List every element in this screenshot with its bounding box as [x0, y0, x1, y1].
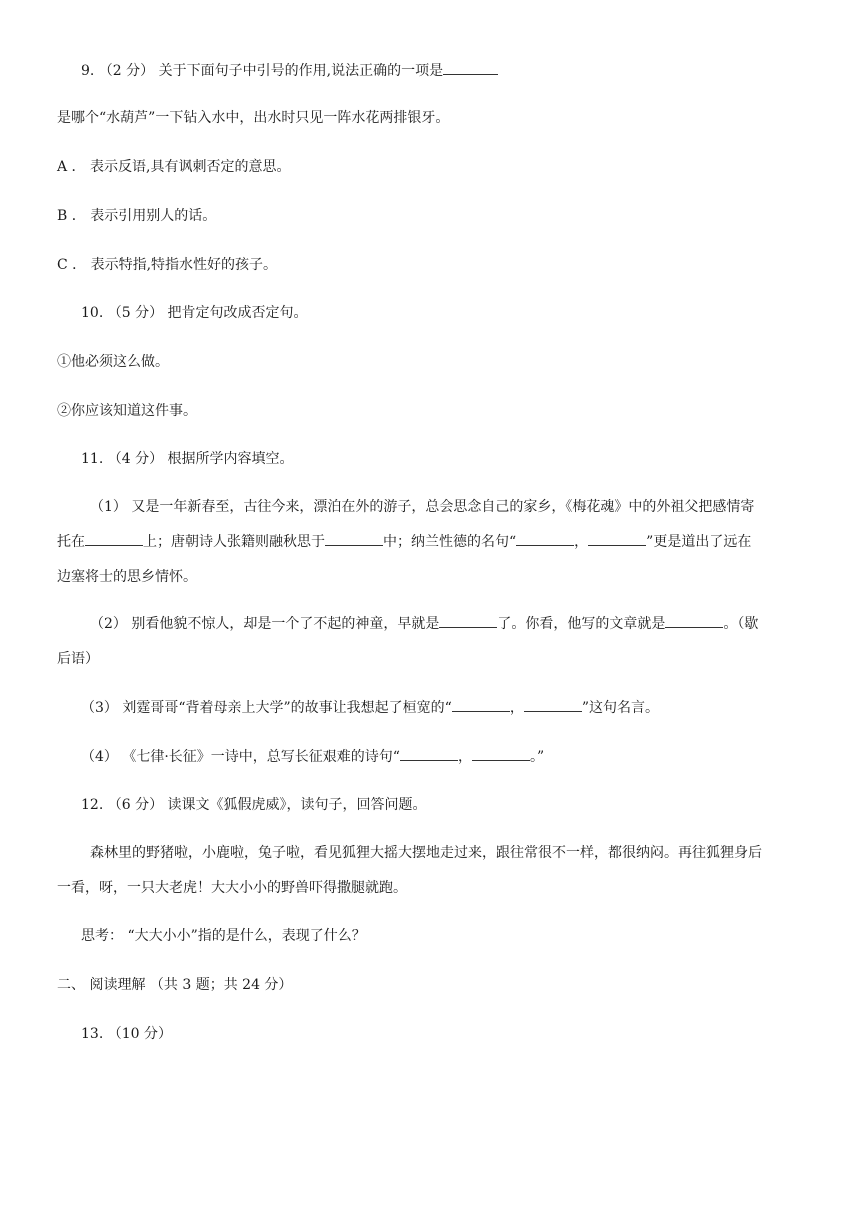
q11-part-1-line-2	[57, 525, 812, 560]
q12-passage-line-2: 一看，呀，一只大老虎！大大小小的野兽吓得撒腿就跑。	[57, 880, 407, 896]
q11-p2-blank-2[interactable]	[665, 613, 723, 628]
q12-prompt: 思考： “大大小小”指的是什么，表现了什么？	[81, 928, 366, 944]
q9-header	[81, 60, 498, 81]
q11-part-2-line-2: 后语）	[57, 651, 99, 667]
q11-part-3	[81, 697, 659, 718]
q11-part-2-line-1	[57, 607, 812, 642]
q11-p4-text-a: （4） 《七律·长征》一诗中，总写长征艰难的诗句“	[81, 749, 400, 765]
q11-p1-blank-4[interactable]	[588, 531, 646, 546]
q11-p4-text-c: 。”	[529, 749, 545, 765]
q9-answer-blank[interactable]	[443, 60, 498, 75]
q10-header: 10. （5 分） 把肯定句改成否定句。	[81, 305, 308, 321]
q11-p3-text-b: ，	[509, 700, 524, 716]
q11-p1-text-b: 托在	[57, 534, 85, 550]
q9-option-a[interactable]: A ． 表示反语,具有讽刺否定的意思。	[57, 159, 291, 175]
q12-passage-line-1: 森林里的野猪啦，小鹿啦，兔子啦，看见狐狸大摇大摆地走过来，跟往常很不一样，都很纳闷。再往狐狸身后	[90, 845, 762, 861]
q11-p4-blank-2[interactable]	[472, 746, 530, 761]
q10-item-2: ②你应该知道这件事。	[57, 403, 197, 419]
q12-passage	[57, 836, 812, 906]
q11-p1-blank-1[interactable]	[85, 531, 143, 546]
q11-p4-text-b: ，	[457, 749, 472, 765]
section-2-title: 二、 阅读理解 （共 3 题；共 24 分）	[57, 977, 293, 993]
q9-header-text: 9. （2 分） 关于下面句子中引号的作用,说法正确的一项是	[81, 63, 444, 79]
q11-p3-text-c: ”这句名言。	[581, 700, 659, 716]
q9-sentence: 是哪个“水葫芦”一下钻入水中，出水时只见一阵水花两排银牙。	[57, 110, 450, 126]
q11-p1-text-d: 中；纳兰性德的名句“	[383, 534, 517, 550]
q11-p3-blank-2[interactable]	[524, 697, 582, 712]
q11-p3-blank-1[interactable]	[452, 697, 510, 712]
q11-p2-text-c: 。（歇	[723, 616, 759, 632]
q11-header: 11. （4 分） 根据所学内容填空。	[81, 451, 294, 467]
q9-option-b[interactable]: B ． 表示引用别人的话。	[57, 208, 217, 224]
q11-part-2	[57, 607, 812, 677]
q13-header: 13. （10 分）	[81, 1026, 172, 1042]
q11-p1-text-c: 上；唐朝诗人张籍则融秋思于	[143, 534, 325, 550]
q11-p2-blank-1[interactable]	[439, 613, 497, 628]
q11-part-1	[57, 490, 812, 595]
q11-part-4	[81, 746, 544, 767]
q11-p3-text-a: （3） 刘霆哥哥“背着母亲上大学”的故事让我想起了桓宽的“	[81, 700, 452, 716]
q11-p1-text-f: ”更是道出了远在	[646, 534, 752, 550]
q11-p1-blank-2[interactable]	[325, 531, 383, 546]
q11-p2-text-a: （2） 别看他貌不惊人，却是一个了不起的神童，早就是	[90, 616, 440, 632]
q11-part-1-line-1: （1） 又是一年新春至，古往今来，漂泊在外的游子，总会思念自己的家乡，《梅花魂》中的外祖父把感情寄	[90, 499, 755, 515]
q11-p1-blank-3[interactable]	[516, 531, 574, 546]
q11-p2-text-b: 了。你看，他写的文章就是	[497, 616, 666, 632]
q11-part-1-line-3: 边塞将士的思乡情怀。	[57, 569, 197, 585]
q10-item-1: ①他必须这么做。	[57, 354, 169, 370]
q9-option-c[interactable]: C ． 表示特指,特指水性好的孩子。	[57, 257, 278, 273]
q12-header: 12. （6 分） 读课文《狐假虎威》，读句子，回答问题。	[81, 797, 427, 813]
q11-p4-blank-1[interactable]	[400, 746, 458, 761]
q11-p1-text-e: ，	[574, 534, 589, 550]
